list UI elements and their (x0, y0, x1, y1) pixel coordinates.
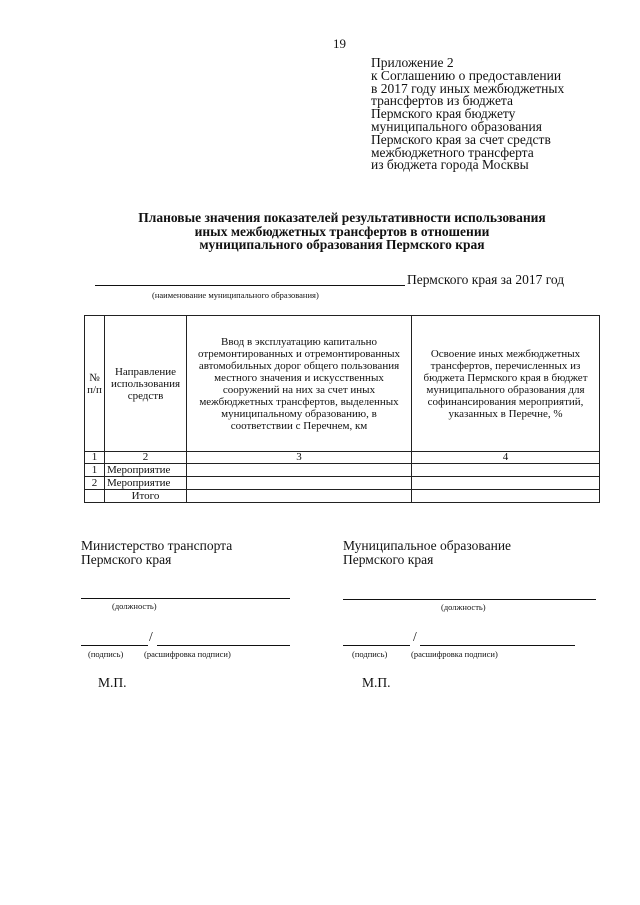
right-org-line2: Пермского края (343, 552, 434, 567)
right-decode-caption: (расшифровка подписи) (411, 649, 498, 659)
table-row (85, 464, 600, 477)
total-no (85, 490, 105, 503)
left-org-line2: Пермского края (81, 552, 172, 567)
left-position-caption: (должность) (112, 601, 157, 611)
right-sign-caption: (подпись) (352, 649, 388, 659)
right-sign-line (343, 645, 410, 646)
title-line: Плановые значения показателей результативности использования (138, 210, 546, 225)
page-number: 19 (333, 36, 346, 51)
document-title (60, 211, 624, 252)
header-no: № п/п (85, 316, 105, 452)
left-stamp-label: М.П. (98, 675, 127, 690)
right-slash: / (413, 629, 417, 644)
right-position-caption: (должность) (441, 602, 486, 612)
total-label: Итого (105, 490, 187, 503)
municipality-suffix: Пермского края за 2017 год (407, 272, 565, 287)
left-decode-line (157, 645, 290, 646)
appendix-block (371, 57, 564, 172)
header-direction: Направление использования средств (105, 316, 187, 452)
row-direction: Мероприятие (105, 477, 187, 490)
right-decode-line (420, 645, 575, 646)
table-header-row (85, 316, 600, 452)
header-commissioning: Ввод в эксплуатацию капитально отремонтированных и отремонтированных автомобильных дорог общего пользования местного значения и искусственных сооружений на них за счет иных межбюджетных трансфертов, выделенных муниципальному образованию, в соответствии с Перечнем, км (187, 316, 412, 452)
municipality-name-line (95, 285, 405, 286)
row-commissioning (187, 477, 412, 490)
left-sign-line (81, 645, 148, 646)
appendix-line: муниципального образования (371, 118, 542, 134)
column-number: 1 (85, 452, 105, 464)
row-spending (412, 464, 600, 477)
row-spending (412, 477, 600, 490)
title-line: иных межбюджетных трансфертов в отношении (194, 223, 490, 239)
row-direction: Мероприятие (105, 464, 187, 477)
appendix-line: Приложение 2 (371, 55, 454, 70)
left-org-line1: Министерство транспорта (81, 538, 233, 553)
appendix-line: к Соглашению о предоставлении (371, 67, 562, 83)
title-line: муниципального образования Пермского края (199, 237, 485, 253)
table-row (85, 477, 600, 490)
right-org-line1: Муниципальное образование (343, 538, 512, 553)
row-no: 2 (85, 477, 105, 490)
column-number: 2 (105, 452, 187, 464)
header-spending: Освоение иных межбюджетных трансфертов, перечисленных из бюджета Пермского края в бюджет муниципального образования для софинансирования мероприятий, указанных в Перечне, % (412, 316, 600, 452)
left-slash: / (149, 629, 153, 644)
indicators-table (84, 315, 600, 503)
right-signatory-org (343, 539, 511, 567)
right-position-line (343, 599, 596, 600)
total-spending (412, 490, 600, 503)
appendix-line: в 2017 году иных межбюджетных (371, 80, 565, 96)
row-no: 1 (85, 464, 105, 477)
appendix-line: из бюджета города Москвы (371, 157, 529, 173)
total-commissioning (187, 490, 412, 503)
appendix-line: Пермского края за счет средств (371, 131, 551, 147)
column-number: 3 (187, 452, 412, 464)
left-signatory-org (81, 539, 232, 567)
table-total-row (85, 490, 600, 503)
appendix-line: трансфертов из бюджета (371, 93, 513, 109)
left-position-line (81, 598, 290, 599)
left-sign-caption: (подпись) (88, 649, 124, 659)
right-stamp-label: М.П. (362, 675, 391, 690)
row-commissioning (187, 464, 412, 477)
left-decode-caption: (расшифровка подписи) (144, 649, 231, 659)
municipality-caption: (наименование муниципального образования) (152, 290, 319, 300)
appendix-line: Пермского края бюджету (371, 106, 516, 122)
appendix-line: межбюджетного трансферта (371, 144, 534, 160)
column-number: 4 (412, 452, 600, 464)
column-numbers-row (85, 452, 600, 464)
